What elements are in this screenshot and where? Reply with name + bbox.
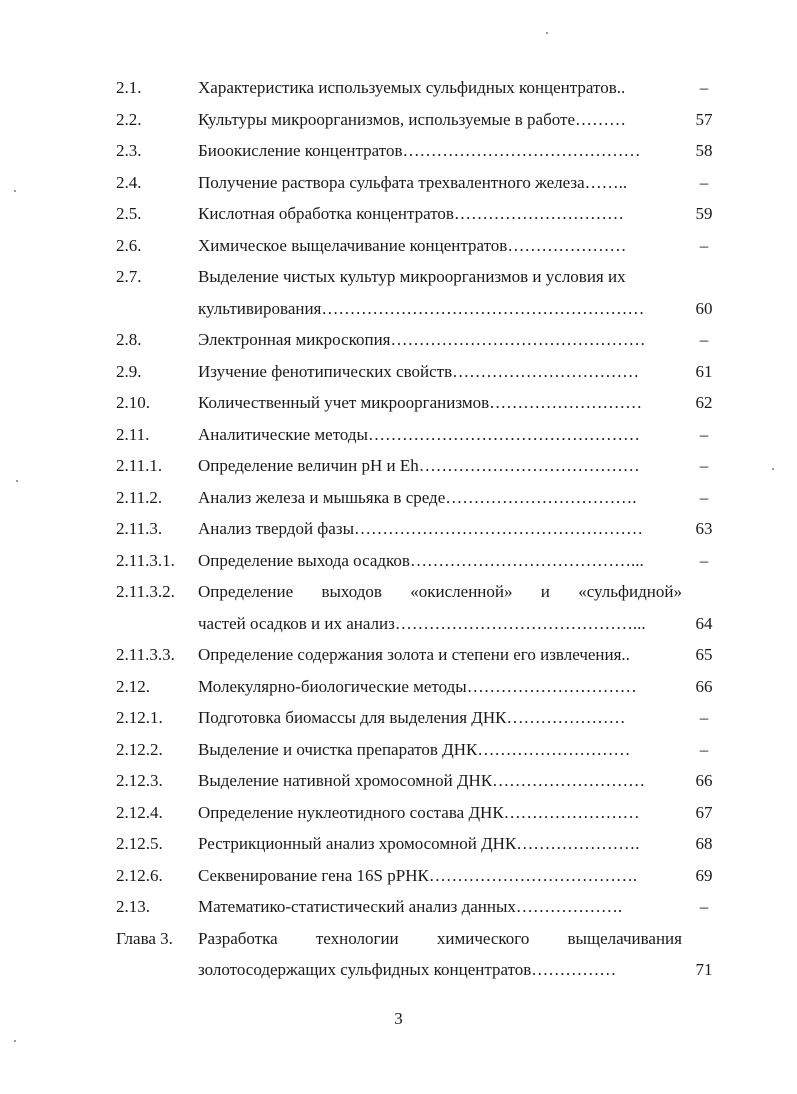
toc-entry xyxy=(0,576,797,639)
toc-entry-title: Анализ железа и мышьяка в среде……………………………. xyxy=(198,487,637,507)
toc-entry-number: 2.12.4. xyxy=(116,802,163,822)
toc-line xyxy=(0,167,797,199)
toc-entry-page: 66 xyxy=(695,676,713,696)
toc-line xyxy=(0,828,797,860)
table-of-contents xyxy=(0,72,797,986)
toc-line xyxy=(0,545,797,577)
toc-entry-page: 71 xyxy=(695,960,713,979)
toc-entry xyxy=(0,167,797,199)
toc-entry-page: 67 xyxy=(695,802,713,822)
toc-entry-number: 2.12. xyxy=(116,676,150,696)
toc-entry-title: золотосодержащих сульфидных концентратов…………… xyxy=(198,960,617,979)
toc-entry-title: Аналитические методы………………………………………… xyxy=(198,424,640,444)
toc-entry-number: 2.7. xyxy=(116,267,142,286)
toc-entry-number: 2.8. xyxy=(116,330,142,349)
toc-entry-number: 2.12.2. xyxy=(116,739,163,759)
toc-entry-page: 63 xyxy=(695,519,713,538)
toc-entry-title: Определение выхода осадков…………………………………... xyxy=(198,550,644,570)
toc-entry-number: 2.11.1. xyxy=(116,456,163,475)
toc-entry xyxy=(0,230,797,262)
toc-entry-page: 59 xyxy=(695,204,713,223)
toc-entry xyxy=(0,135,797,167)
toc-entry-number: 2.1. xyxy=(116,78,142,97)
toc-entry xyxy=(0,261,797,324)
toc-entry-title: Выделение чистых культур микроорганизмов и условия их xyxy=(198,267,626,286)
toc-entry-number: 2.11. xyxy=(116,424,150,444)
toc-entry xyxy=(0,545,797,577)
toc-entry-title: Выделение и очистка препаратов ДНК……………………… xyxy=(198,739,631,759)
toc-entry-number: 2.4. xyxy=(116,172,142,192)
toc-entry-page: – xyxy=(699,172,709,192)
toc-entry-title: Определение нуклеотидного состава ДНК…………………… xyxy=(198,802,640,822)
toc-line xyxy=(0,639,797,671)
toc-entry-page: 61 xyxy=(695,361,713,381)
toc-entry-page: 58 xyxy=(695,141,713,160)
toc-entry xyxy=(0,482,797,514)
toc-entry-page: – xyxy=(699,897,709,916)
toc-entry-page: – xyxy=(699,739,709,759)
toc-line xyxy=(0,608,797,640)
toc-entry xyxy=(0,198,797,230)
toc-entry xyxy=(0,324,797,356)
toc-entry-title: Рестрикционный анализ хромосомной ДНК…………………. xyxy=(198,834,640,853)
toc-entry xyxy=(0,828,797,860)
toc-entry-title: Молекулярно-биологические методы………………………… xyxy=(198,676,637,696)
toc-entry-number: 2.11.2. xyxy=(116,487,163,507)
toc-line xyxy=(0,702,797,734)
toc-entry xyxy=(0,104,797,136)
toc-line xyxy=(0,293,797,325)
toc-line xyxy=(0,860,797,892)
toc-entry xyxy=(0,356,797,388)
toc-entry-title: Изучение фенотипических свойств…………………………… xyxy=(198,361,640,381)
toc-entry-number: 2.6. xyxy=(116,235,142,255)
toc-line xyxy=(0,198,797,230)
toc-entry-number: 2.12.6. xyxy=(116,865,163,885)
toc-line xyxy=(0,261,797,293)
toc-entry xyxy=(0,419,797,451)
toc-line xyxy=(0,923,797,955)
toc-line xyxy=(0,135,797,167)
toc-entry-number: 2.9. xyxy=(116,361,142,381)
toc-line xyxy=(0,765,797,797)
scan-speck xyxy=(546,32,548,34)
toc-line xyxy=(0,482,797,514)
toc-entry-title: Математико-статистический анализ данных………………. xyxy=(198,897,623,916)
toc-entry-page: 62 xyxy=(695,393,713,412)
toc-entry-page: – xyxy=(699,456,709,475)
toc-entry xyxy=(0,639,797,671)
toc-entry-title: Получение раствора сульфата трехвалентного железа…….. xyxy=(198,172,628,192)
toc-entry-number: 2.11.3.1. xyxy=(116,550,175,570)
toc-entry-number: 2.12.3. xyxy=(116,771,163,790)
toc-entry-number: 2.11.3. xyxy=(116,519,163,538)
toc-entry-page: 65 xyxy=(695,645,713,664)
toc-entry-page: – xyxy=(699,424,709,444)
toc-entry-title: Химическое выщелачивание концентратов………………… xyxy=(198,235,627,255)
toc-entry-title: Определение содержания золота и степени его извлечения.. xyxy=(198,645,630,664)
toc-entry-title: Электронная микроскопия……………………………………… xyxy=(198,330,646,349)
toc-entry-title: культивирования………………………………………………… xyxy=(198,298,645,318)
toc-entry-title: Разработка технологии химического выщелачивания xyxy=(198,928,682,948)
scan-speck xyxy=(16,480,18,482)
toc-entry xyxy=(0,671,797,703)
toc-entry-page: – xyxy=(699,708,709,727)
toc-entry-number: 2.11.3.3. xyxy=(116,645,175,664)
toc-entry-page: – xyxy=(699,487,709,507)
toc-entry-title: Биоокисление концентратов…………………………………… xyxy=(198,141,641,160)
toc-entry-page: 57 xyxy=(695,109,713,129)
toc-entry-number: 2.11.3.2. xyxy=(116,582,175,601)
toc-line xyxy=(0,387,797,419)
toc-entry-title: Определение величин pH и Eh………………………………… xyxy=(198,456,640,475)
toc-line xyxy=(0,104,797,136)
toc-entry xyxy=(0,891,797,923)
toc-entry-title: Подготовка биомассы для выделения ДНК………………… xyxy=(198,708,626,727)
toc-line xyxy=(0,954,797,986)
toc-entry-number: 2.10. xyxy=(116,393,150,412)
toc-line xyxy=(0,513,797,545)
toc-entry-page: – xyxy=(699,550,709,570)
toc-entry-page: 68 xyxy=(695,834,713,853)
toc-entry-title: Культуры микроорганизмов, используемые в работе……… xyxy=(198,109,626,129)
toc-entry-page: 64 xyxy=(695,613,713,633)
scan-speck xyxy=(772,468,774,470)
toc-entry-title: Выделение нативной хромосомной ДНК……………………… xyxy=(198,771,646,790)
toc-entry xyxy=(0,765,797,797)
toc-entry-number: 2.2. xyxy=(116,109,142,129)
toc-line xyxy=(0,891,797,923)
toc-entry xyxy=(0,702,797,734)
toc-line xyxy=(0,576,797,608)
scan-speck xyxy=(14,190,16,192)
toc-entry-page: 66 xyxy=(695,771,713,790)
toc-entry-title: Определение выходов «окисленной» и «сульфидной» xyxy=(198,582,682,601)
toc-entry xyxy=(0,797,797,829)
toc-line xyxy=(0,324,797,356)
toc-entry-number: 2.13. xyxy=(116,897,150,916)
toc-entry-number: 2.12.5. xyxy=(116,834,163,853)
toc-entry xyxy=(0,450,797,482)
toc-entry-number: 2.5. xyxy=(116,204,142,223)
toc-entry-title: Кислотная обработка концентратов………………………… xyxy=(198,204,624,223)
scan-speck xyxy=(14,1040,16,1042)
toc-entry-number: 2.3. xyxy=(116,141,142,160)
toc-entry xyxy=(0,860,797,892)
toc-entry-number: Глава 3. xyxy=(116,928,173,948)
toc-entry xyxy=(0,923,797,986)
toc-entry-page: 60 xyxy=(695,298,713,318)
toc-entry-title: Характеристика используемых сульфидных концентратов.. xyxy=(198,78,626,97)
toc-entry-title: частей осадков и их анализ……………………………………... xyxy=(198,613,646,633)
toc-entry xyxy=(0,387,797,419)
page-number: 3 xyxy=(394,1009,403,1028)
toc-entry-number: 2.12.1. xyxy=(116,708,163,727)
toc-entry-page: – xyxy=(699,78,709,97)
toc-entry-title: Количественный учет микроорганизмов……………………… xyxy=(198,393,643,412)
toc-entry-page: 69 xyxy=(695,865,713,885)
toc-entry-title: Секвенирование гена 16S рРНК………………………………. xyxy=(198,865,638,885)
toc-entry xyxy=(0,72,797,104)
toc-entry xyxy=(0,734,797,766)
toc-entry xyxy=(0,513,797,545)
toc-line xyxy=(0,356,797,388)
toc-line xyxy=(0,450,797,482)
toc-line xyxy=(0,671,797,703)
toc-line xyxy=(0,230,797,262)
toc-entry-page: – xyxy=(699,235,709,255)
toc-line xyxy=(0,419,797,451)
toc-line xyxy=(0,734,797,766)
toc-entry-title: Анализ твердой фазы…………………………………………… xyxy=(198,519,643,538)
toc-line xyxy=(0,72,797,104)
toc-line xyxy=(0,797,797,829)
toc-entry-page: – xyxy=(699,330,709,349)
